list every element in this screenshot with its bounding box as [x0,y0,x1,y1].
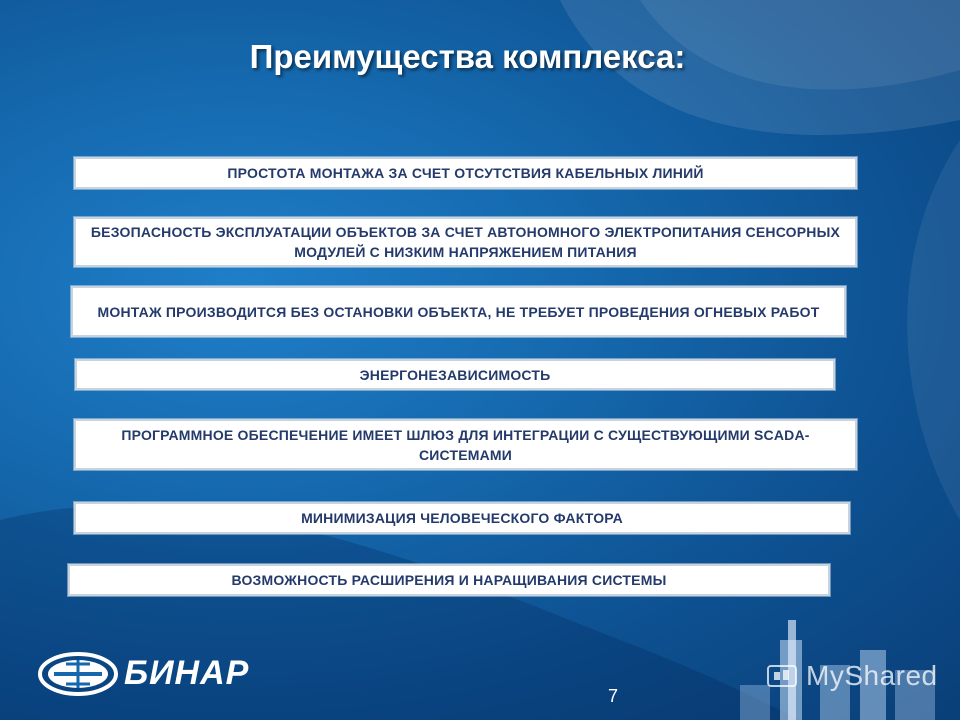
page-number: 7 [608,686,619,706]
advantage-item-7: ВОЗМОЖНОСТЬ РАСШИРЕНИЯ И НАРАЩИВАНИЯ СИСТЕМЫ [68,564,830,596]
advantage-item-6: МИНИМИЗАЦИЯ ЧЕЛОВЕЧЕСКОГО ФАКТОРА [74,502,850,534]
brand-name: БИНАР [124,654,250,692]
advantage-item-3: МОНТАЖ ПРОИЗВОДИТСЯ БЕЗ ОСТАНОВКИ ОБЪЕКТА, НЕ ТРЕБУЕТ ПРОВЕДЕНИЯ ОГНЕВЫХ РАБОТ [71,286,846,337]
myshared-icon [766,664,800,692]
advantage-item-2: БЕЗОПАСНОСТЬ ЭКСПЛУАТАЦИИ ОБЪЕКТОВ ЗА СЧЕТ АВТОНОМНОГО ЭЛЕКТРОПИТАНИЯ СЕНСОРНЫХ МОДУЛЕЙ С НИЗКИМ НАПРЯЖЕНИЕМ ПИТАНИЯ [74,217,857,267]
advantage-item-5: ПРОГРАММНОЕ ОБЕСПЕЧЕНИЕ ИМЕЕТ ШЛЮЗ ДЛЯ ИНТЕГРАЦИИ С СУЩЕСТВУЮЩИМИ SCADA-СИСТЕМАМИ [74,419,857,470]
advantage-item-4: ЭНЕРГОНЕЗАВИСИМОСТЬ [75,359,835,390]
advantage-item-1: ПРОСТОТА МОНТАЖА ЗА СЧЕТ ОТСУТСТВИЯ КАБЕЛЬНЫХ ЛИНИЙ [74,157,857,189]
slide-title: Преимущества комплекса: [249,38,686,75]
myshared-watermark: MyShared [806,660,938,691]
